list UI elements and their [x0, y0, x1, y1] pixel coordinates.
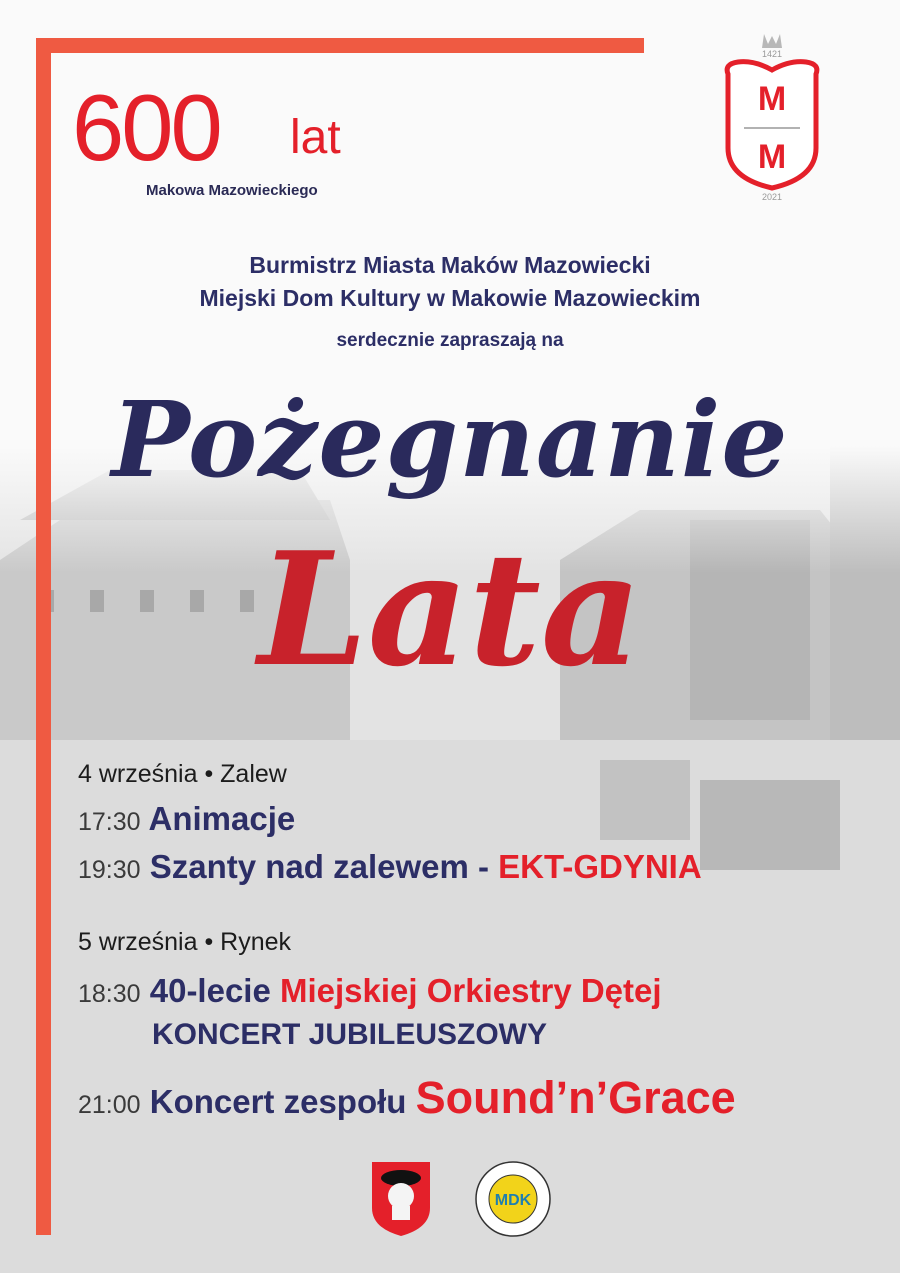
anniversary-unit: lat	[290, 111, 341, 164]
organizer-line-1: Burmistrz Miasta Maków Mazowiecki	[249, 252, 651, 278]
anniversary-logo	[72, 75, 372, 208]
event-row	[78, 800, 295, 838]
day-1-label: 4 września • Zalew	[78, 760, 287, 788]
event-name: Animacje	[148, 800, 296, 837]
crest-year-start: 1421	[761, 49, 783, 59]
frame-top-bar	[36, 38, 644, 53]
anniversary-subtitle: Makowa Mazowieckiego	[146, 182, 318, 199]
event-time: 19:30	[78, 856, 141, 884]
event-performer: Sound’n’Grace	[415, 1072, 736, 1123]
event-time: 17:30	[78, 808, 141, 836]
event-time: 21:00	[78, 1091, 141, 1119]
title-word-2: Lata	[258, 518, 642, 701]
event-row	[78, 1072, 736, 1124]
coat-of-arms-icon	[368, 1158, 434, 1238]
anniversary-number: 600	[72, 75, 220, 180]
event-name: Szanty nad zalewem -	[149, 848, 499, 885]
event-name: Koncert zespołu	[149, 1083, 416, 1120]
crest-year-end: 2021	[761, 192, 783, 200]
mdk-logo-icon	[474, 1160, 552, 1238]
crest-letter-top: M	[757, 80, 787, 118]
mdk-initials: MDK	[494, 1192, 532, 1209]
event-name: 40-lecie	[149, 972, 280, 1009]
day-2-label: 5 września • Rynek	[78, 928, 292, 956]
organizer-line-2: Miejski Dom Kultury w Makowie Mazowieckim	[199, 285, 701, 311]
invitation-text: serdecznie zapraszają na	[336, 330, 564, 351]
event-time: 18:30	[78, 980, 141, 1008]
crest-letter-bottom: M	[757, 138, 787, 176]
crest-icon	[714, 30, 830, 200]
event-performer: Miejskiej Orkiestry Dętej	[280, 972, 662, 1009]
event-subtitle: KONCERT JUBILEUSZOWY	[152, 1018, 548, 1051]
event-performer: EKT-GDYNIA	[498, 848, 702, 885]
event-row	[78, 848, 702, 886]
event-row	[78, 972, 662, 1010]
title-word-1: Pożegnanie	[111, 378, 789, 501]
